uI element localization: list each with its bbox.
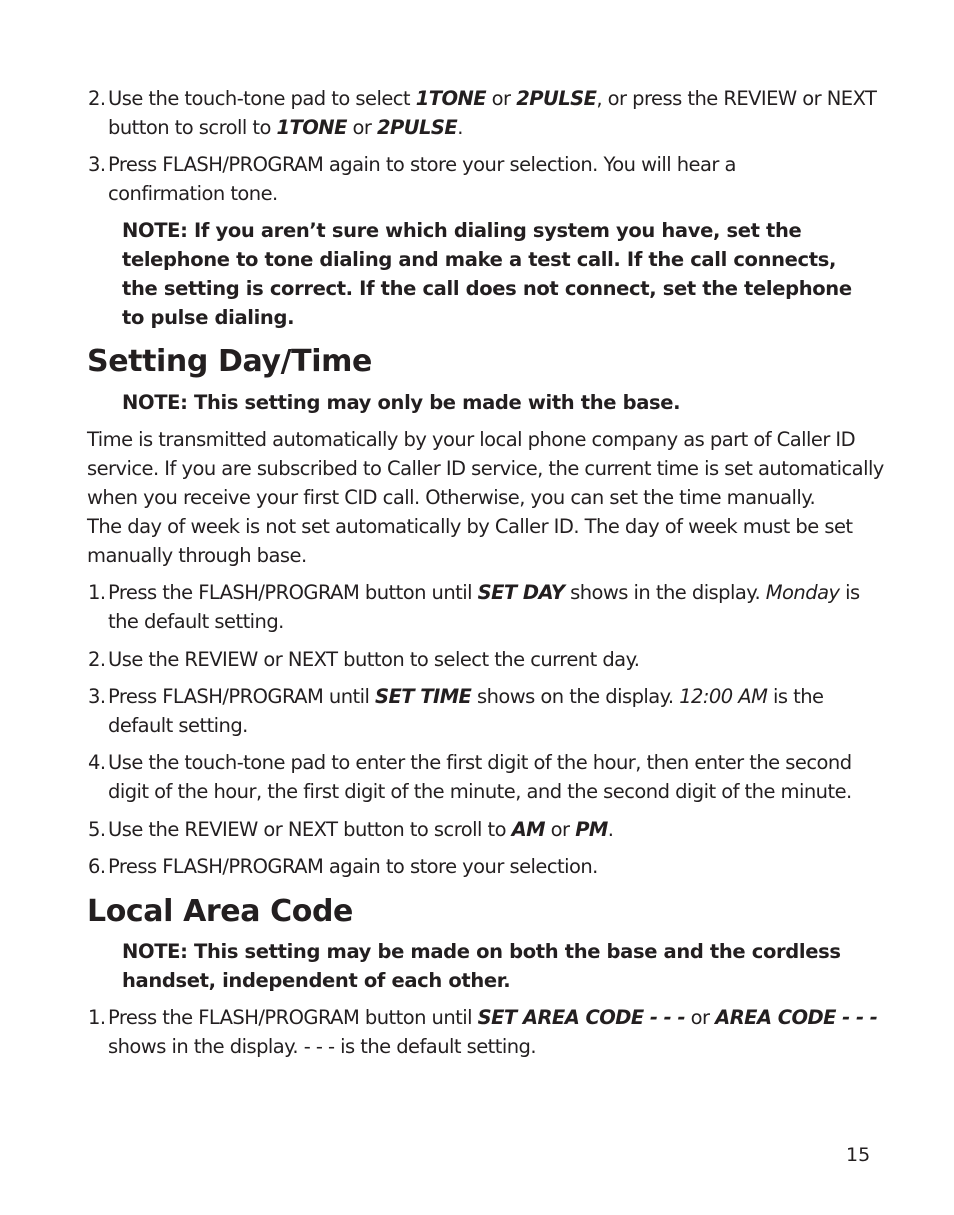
day-time-step-3: 3. Press FLASH/PROGRAM until SET TIME shows on the display. 12:00 AM is the default setting. — [88, 685, 824, 737]
day-time-step-2: 2. Use the REVIEW or NEXT button to select the current day. — [88, 648, 640, 671]
area-code-heading: Local Area Code — [87, 894, 353, 929]
day-time-step-1: 1. Press the FLASH/PROGRAM button until SET DAY shows in the display. Monday is the default setting. — [88, 581, 860, 633]
day-time-heading: Setting Day/Time — [87, 344, 372, 379]
day-time-step-4: 4. Use the touch-tone pad to enter the first digit of the hour, then enter the second digit of the hour, the first digit of the minute, and the second digit of the minute. — [88, 751, 852, 803]
page-number: 15 — [846, 1144, 871, 1166]
area-code-note: NOTE: This setting may be made on both the base and the cordless handset, independent of each other. — [122, 940, 841, 992]
tone-pulse-step-3: 3. Press FLASH/PROGRAM again to store your selection. You will hear a confirmation tone. — [88, 153, 736, 205]
day-time-description: Time is transmitted automatically by your local phone company as part of Caller ID service. If you are subscribed to Caller ID service, the current time is set automatically when you receive your first CID call. Otherwise, you can set the time manually. The day of week is not set automatically by Caller ID. The day of week must be set manually through base. — [87, 428, 884, 567]
tone-pulse-step-2: 2. Use the touch-tone pad to select 1TONE or 2PULSE, or press the REVIEW or NEXT button to scroll to 1TONE or 2PULSE. — [88, 87, 877, 139]
day-time-step-6: 6. Press FLASH/PROGRAM again to store your selection. — [88, 855, 598, 878]
day-time-note: NOTE: This setting may only be made with the base. — [122, 391, 681, 414]
dialing-system-note: NOTE: If you aren’t sure which dialing system you have, set the telephone to tone dialing and make a test call. If the call connects, the setting is correct. If the call does not connect, set the telephone to pulse dialing. — [122, 219, 852, 329]
area-code-step-1: 1. Press the FLASH/PROGRAM button until SET AREA CODE - - - or AREA CODE - - - shows in the display. - - - is the default setting. — [88, 1006, 878, 1058]
day-time-step-5: 5. Use the REVIEW or NEXT button to scroll to AM or PM. — [88, 818, 614, 841]
